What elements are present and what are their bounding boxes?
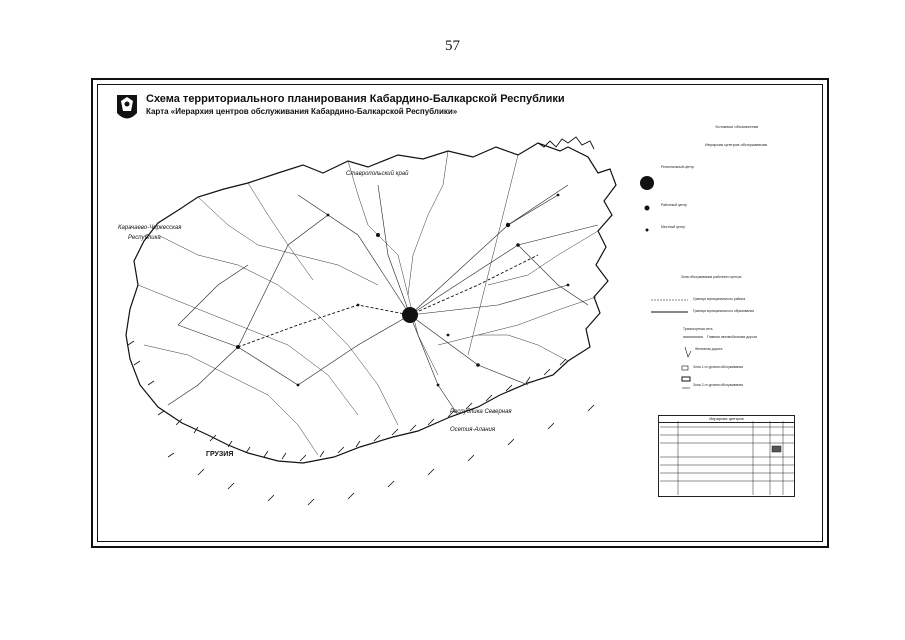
hierarchy-table [658, 415, 795, 497]
legend-boundary-district: Граница муниципального района [693, 297, 746, 301]
district-center [376, 233, 380, 237]
republic-boundary [126, 143, 616, 463]
legend-district: Районный центр [661, 203, 687, 207]
legend-boundary-settlement: Граница муниципального образования [693, 309, 755, 313]
legend-local: Местный центр [661, 225, 686, 229]
railway-line [238, 255, 538, 347]
local-center [557, 194, 560, 197]
map-title: Схема территориального планирования Кабардино-Балкарской Республики [146, 93, 565, 105]
local-center [447, 334, 450, 337]
label-kchr-2: Республика [128, 235, 161, 241]
ne-border [538, 137, 594, 149]
local-center [357, 304, 360, 307]
legend-zone: Зона обслуживания районного центра [681, 275, 742, 279]
label-kchr-1: Карачаево-Черкесская [118, 225, 182, 231]
district-center [516, 243, 520, 247]
legend-zone1-label: Зона 1-го уровня обслуживания [693, 365, 744, 369]
legend-header: Условные обозначения [715, 124, 759, 129]
local-center [327, 214, 330, 217]
map-subtitle: Карта «Иерархия центров обслуживания Кабардино-Балкарской Республики» [146, 107, 458, 116]
map-inner-frame [97, 84, 823, 542]
map-legend [643, 125, 823, 425]
district-center [476, 363, 480, 367]
legend-railway-label: Железная дорога [695, 347, 723, 351]
republic-emblem [116, 93, 138, 125]
map-frame [91, 78, 829, 548]
legend-road-label: Главная автомобильная дорога [707, 335, 757, 339]
legend-transport: Транспортная сеть [683, 327, 713, 331]
label-ossetia-2: Осетия-Алания [450, 427, 496, 433]
district-center [506, 223, 510, 227]
local-center [297, 384, 300, 387]
legend-zone2-label: Зона 2-го уровня обслуживания [693, 383, 744, 387]
district-center [236, 345, 240, 349]
hierarchy-table-title: Иерархия центров [659, 416, 794, 423]
legend-regional: Региональный центр [661, 165, 694, 169]
regional-center-nalchik [402, 307, 418, 323]
mountain-hatching [128, 341, 594, 505]
road-network [168, 185, 598, 415]
label-ossetia-1: Республика Северная [450, 409, 512, 415]
local-center [437, 384, 440, 387]
local-center [567, 284, 570, 287]
label-georgia: ГРУЗИЯ [206, 451, 234, 458]
district-boundaries [138, 151, 598, 455]
label-stavropol: Ставропольский край [346, 171, 409, 177]
page-number: 57 [445, 38, 460, 54]
legend-subheader: Иерархия центров обслуживания [705, 142, 768, 147]
